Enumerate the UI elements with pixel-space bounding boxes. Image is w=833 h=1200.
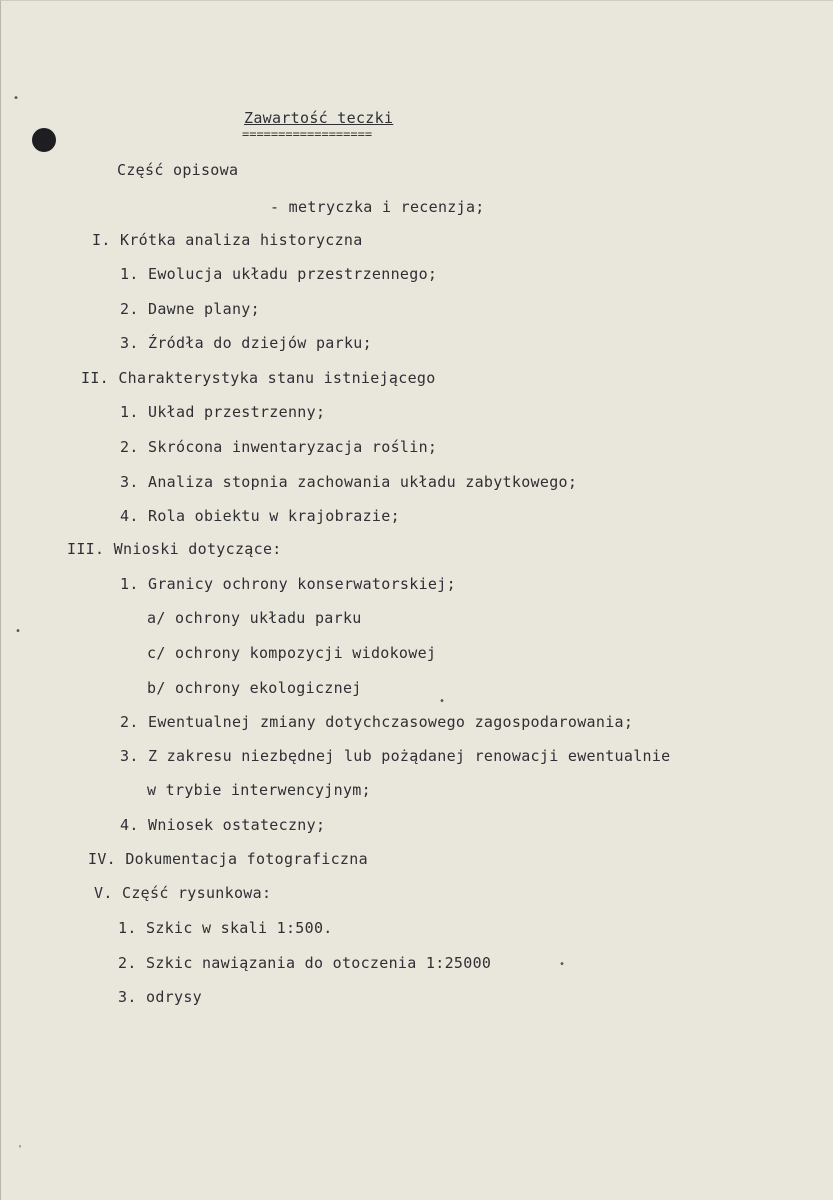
toc-line-sec-3-1b: b/ ochrony ekologicznej [147,679,362,697]
toc-line-sec-1-3: 3. Źródła do dziejów parku; [120,334,372,352]
toc-line-sec-3-1c: c/ ochrony kompozycji widokowej [147,644,437,662]
toc-line-sec-3-3b: w trybie interwencyjnym; [147,781,371,799]
toc-line-sec-5-1: 1. Szkic w skali 1:500. [118,919,333,937]
section-heading: Część opisowa [117,161,239,179]
toc-line-sec-3-4: 4. Wniosek ostateczny; [120,816,326,834]
toc-line-sec-2-3: 3. Analiza stopnia zachowania układu zabytkowego; [120,473,578,491]
toc-line-sec-5: V. Część rysunkowa: [94,884,272,902]
toc-line-sec-2-4: 4. Rola obiektu w krajobrazie; [120,507,400,525]
toc-line-sec-4: IV. Dokumentacja fotograficzna [88,850,368,868]
toc-line-sec-5-2: 2. Szkic nawiązania do otoczenia 1:25000 [118,954,492,972]
paper-speck: ' [17,1144,24,1155]
title-double-underline: ================== [242,127,373,141]
toc-line-sec-3-1: 1. Granicy ochrony konserwatorskiej; [120,575,456,593]
document-title: Zawartość teczki [244,109,394,127]
toc-line-sec-3: III. Wnioski dotyczące: [67,540,282,558]
toc-line-sec-3-1a: a/ ochrony układu parku [147,609,362,627]
toc-line-sec-2: II. Charakterystyka stanu istniejącego [81,369,436,387]
toc-line-sec-3-2: 2. Ewentualnej zmiany dotychczasowego zagospodarowania; [120,713,634,731]
toc-line-sec-1: I. Krótka analiza historyczna [92,231,363,249]
toc-line-sec-5-3: 3. odrysy [118,988,202,1006]
paper-speck: • [13,93,20,104]
paper-speck: • [15,626,22,637]
toc-line-sec-1-2: 2. Dawne plany; [120,300,260,318]
intro-line: - metryczka i recenzja; [270,198,485,216]
punch-hole [32,128,56,152]
toc-line-sec-2-2: 2. Skrócona inwentaryzacja roślin; [120,438,438,456]
toc-line-sec-2-1: 1. Układ przestrzenny; [120,403,326,421]
toc-line-sec-1-1: 1. Ewolucja układu przestrzennego; [120,265,438,283]
paper-speck: • [439,696,446,707]
toc-line-sec-3-3: 3. Z zakresu niezbędnej lub pożądanej renowacji ewentualnie [120,747,671,765]
paper-speck: • [559,959,566,970]
